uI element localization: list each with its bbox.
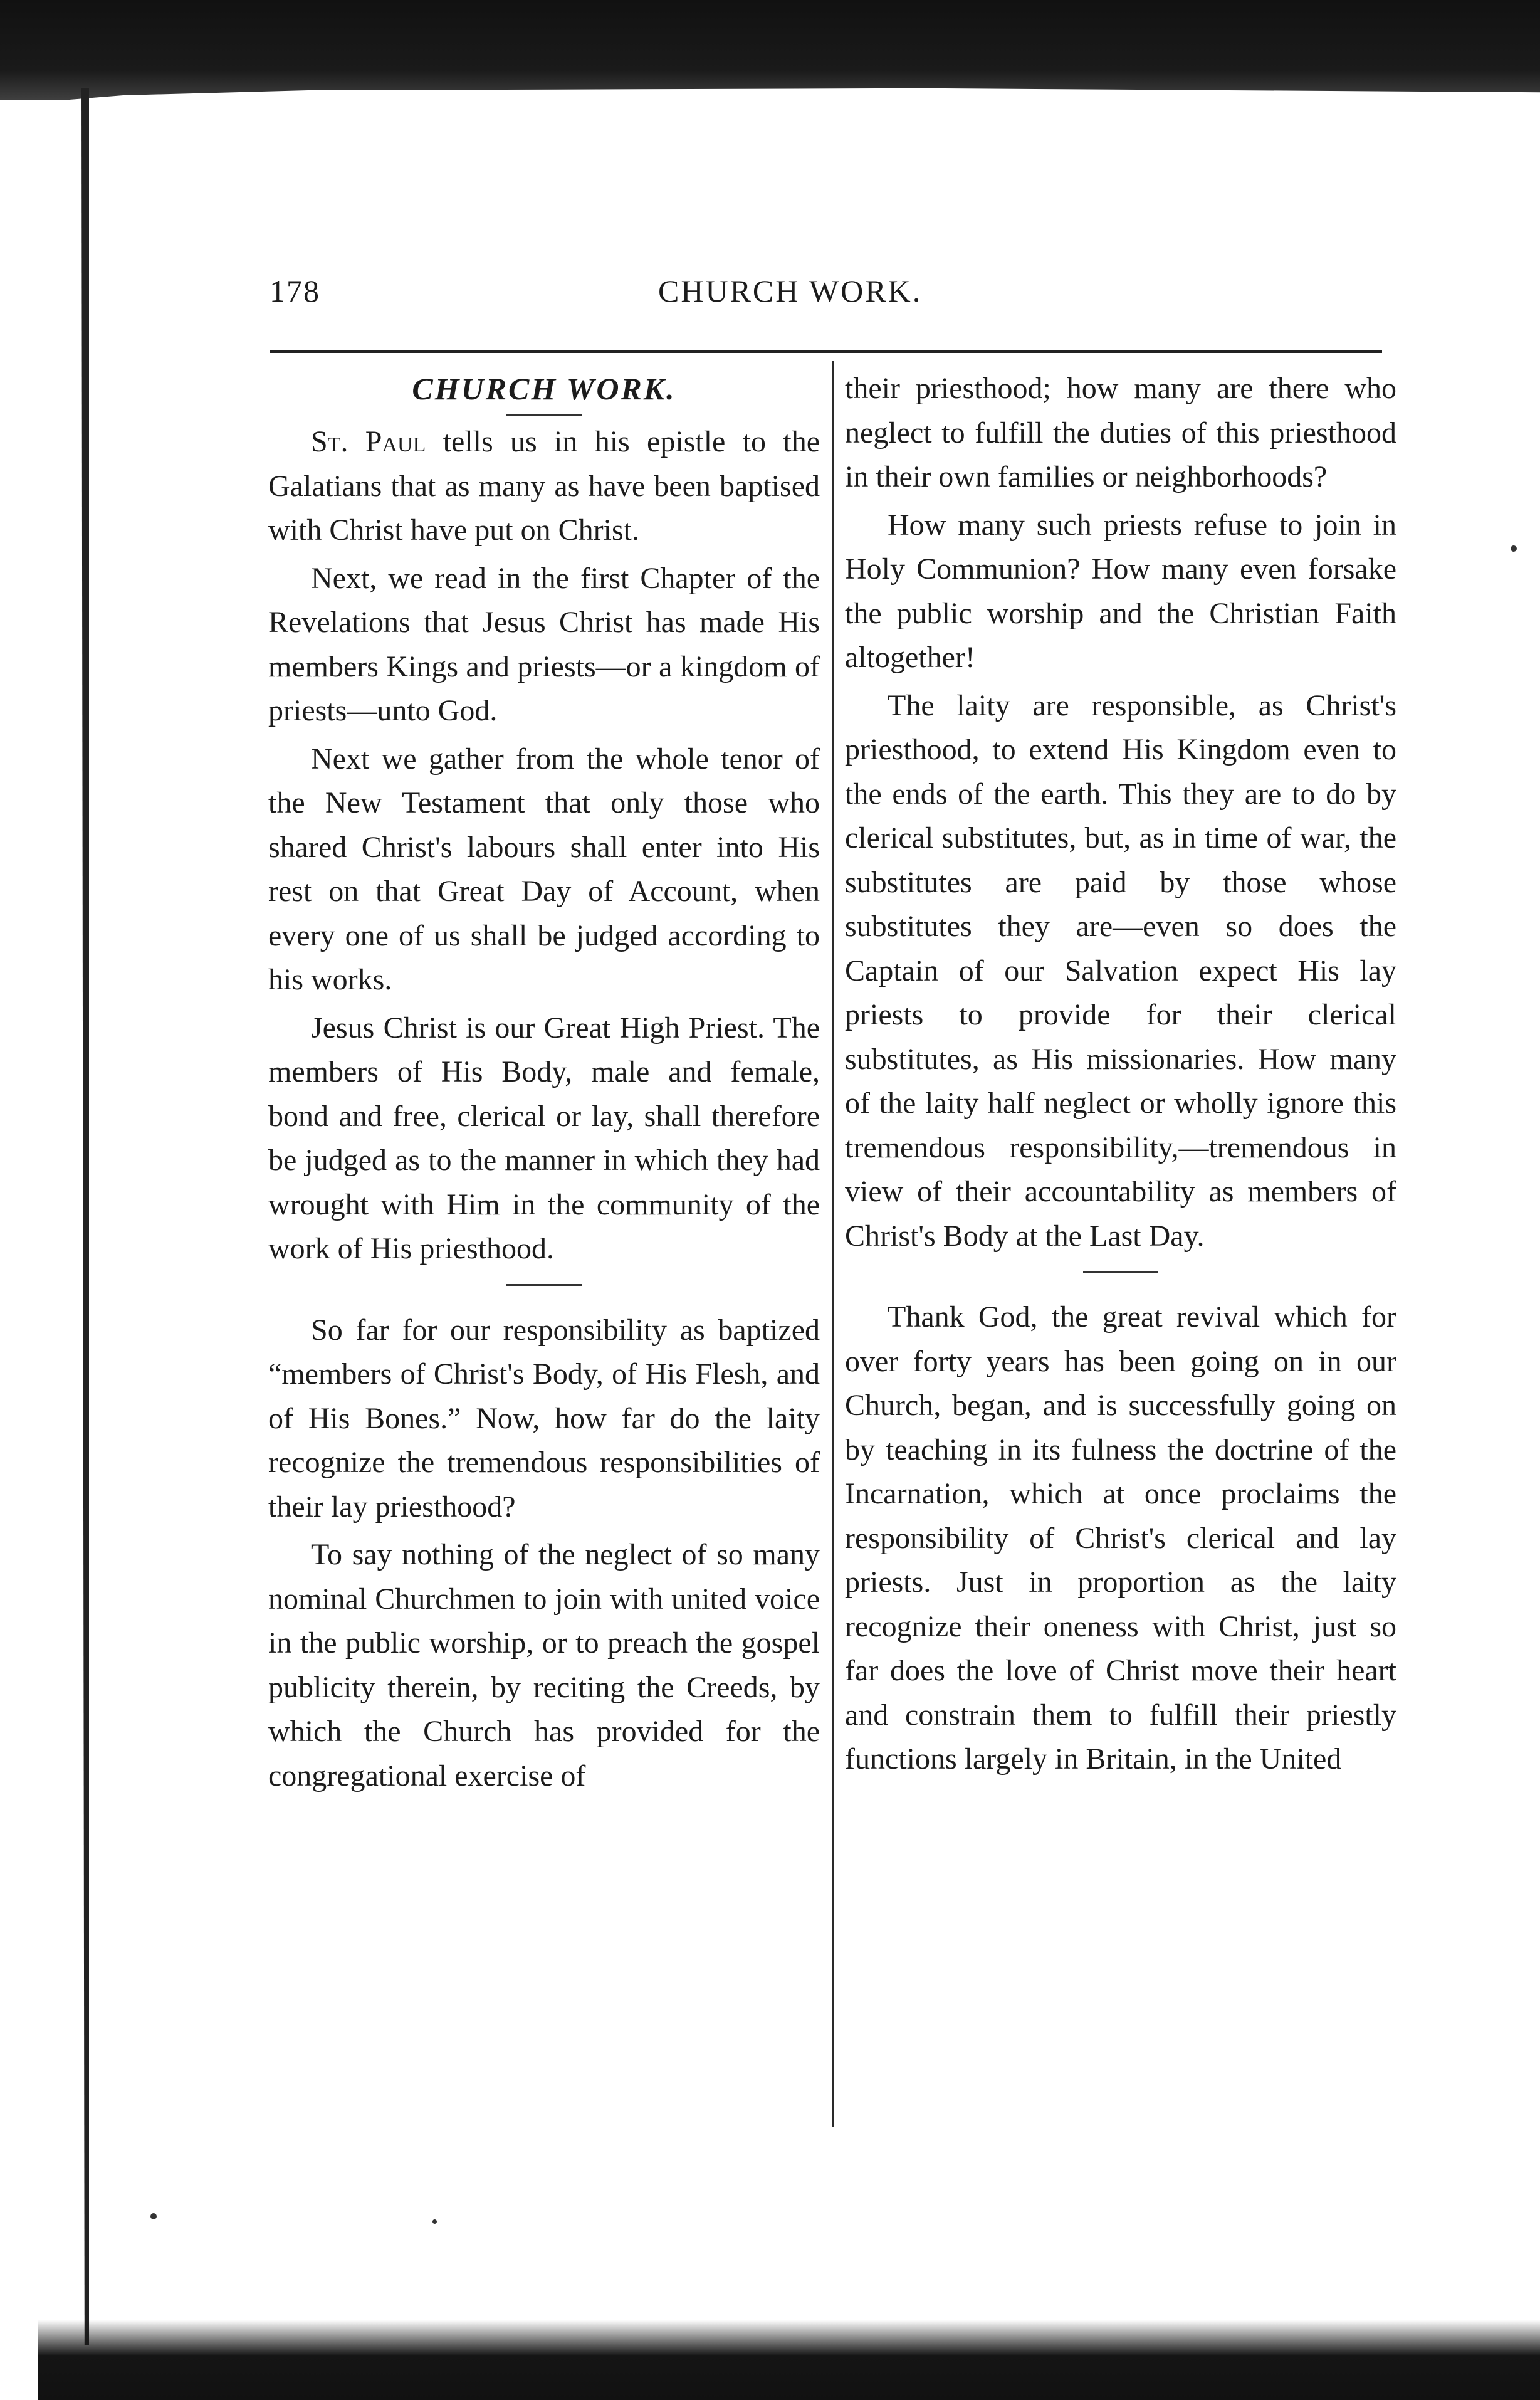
left-column [268,367,820,1798]
column-divider [832,361,834,2127]
paragraph-text: tells us in his epistle to the Galatians that as many as have been baptised with Christ have put on Christ. [268,425,820,547]
article-title: CHURCH WORK. [412,371,676,406]
section-rule [1083,1271,1158,1273]
paragraph: So far for our responsibility as baptized “members of Christ's Body, of His Flesh, and of His Bones.” Now, how far do the laity recognize the tremendous responsibilities of their lay priesthood? [268,1313,820,1524]
paragraph: Jesus Christ is our Great High Priest. The members of His Body, male and female, bond and free, clerical or lay, shall therefore be judged as to the manner in which they had wrought with Him in the community of the work of His priesthood. [268,1011,820,1265]
scan-border-top [0,0,1540,100]
right-column [845,367,1396,1782]
paragraph: How many such priests refuse to join in Holy Communion? How many even forsake the public worship and the Christian Faith altogether! [845,508,1396,674]
scan-speck [432,2219,437,2224]
header-rule [270,350,1382,353]
paragraph [268,420,820,553]
section-rule [506,1284,582,1286]
page-number: 178 [270,273,320,308]
paragraph: To say nothing of the neglect of so many nominal Churchmen to join with united voice in the public worship, or to preach the gospel publicity therein, by reciting the Creeds, by which the Church has provided for the congregational exercise of [268,1538,820,1792]
scan-speck [150,2213,157,2219]
scan-border-left [81,88,89,2345]
running-title: CHURCH WORK. [658,273,923,308]
title-rule [506,414,582,416]
paragraph: The laity are responsible, as Christ's priesthood, to extend His Kingdom even to the ends of the earth. This they are to do by clerical substitutes, but, as in time of war, the substitutes are paid by those whose substitutes they are—even so does the Captain of our Salvation expect His lay priests to provide for their clerical substitutes, as His missionaries. How many of the laity half neglect or wholly ignore this tremendous responsibility,—tremendous in view of their accountability as members of Christ's Body at the Last Day. [845,688,1396,1253]
scan-border-bottom [38,2320,1540,2400]
paragraph: Thank God, the great revival which for over forty years has been going on in our Church, began, and is successfully going on by teaching in its fulness the doctrine of the Incarnation, which at once proclaims the responsibility of Christ's clerical and lay priests. Just in proportion as the laity recognize their oneness with Christ, just so far does the love of Christ move their heart and constrain them to fulfill their priestly functions largely in Britain, in the United [845,1300,1396,1776]
paragraph-lead: St. Paul [311,425,426,458]
paragraph: Next we gather from the whole tenor of the New Testament that only those who shared Christ's labours shall enter into His rest on that Great Day of Account, when every one of us shall be judged according to his works. [268,742,820,996]
scan-speck [1511,545,1517,552]
paragraph-continuation: their priesthood; how many are there who neglect to fulfill the duties of this priesthood in their own families or neighborhoods? [845,372,1396,493]
paragraph: Next, we read in the first Chapter of the Revelations that Jesus Christ has made His members Kings and priests—or a kingdom of priests—unto God. [268,561,820,727]
page-header [270,273,1382,323]
